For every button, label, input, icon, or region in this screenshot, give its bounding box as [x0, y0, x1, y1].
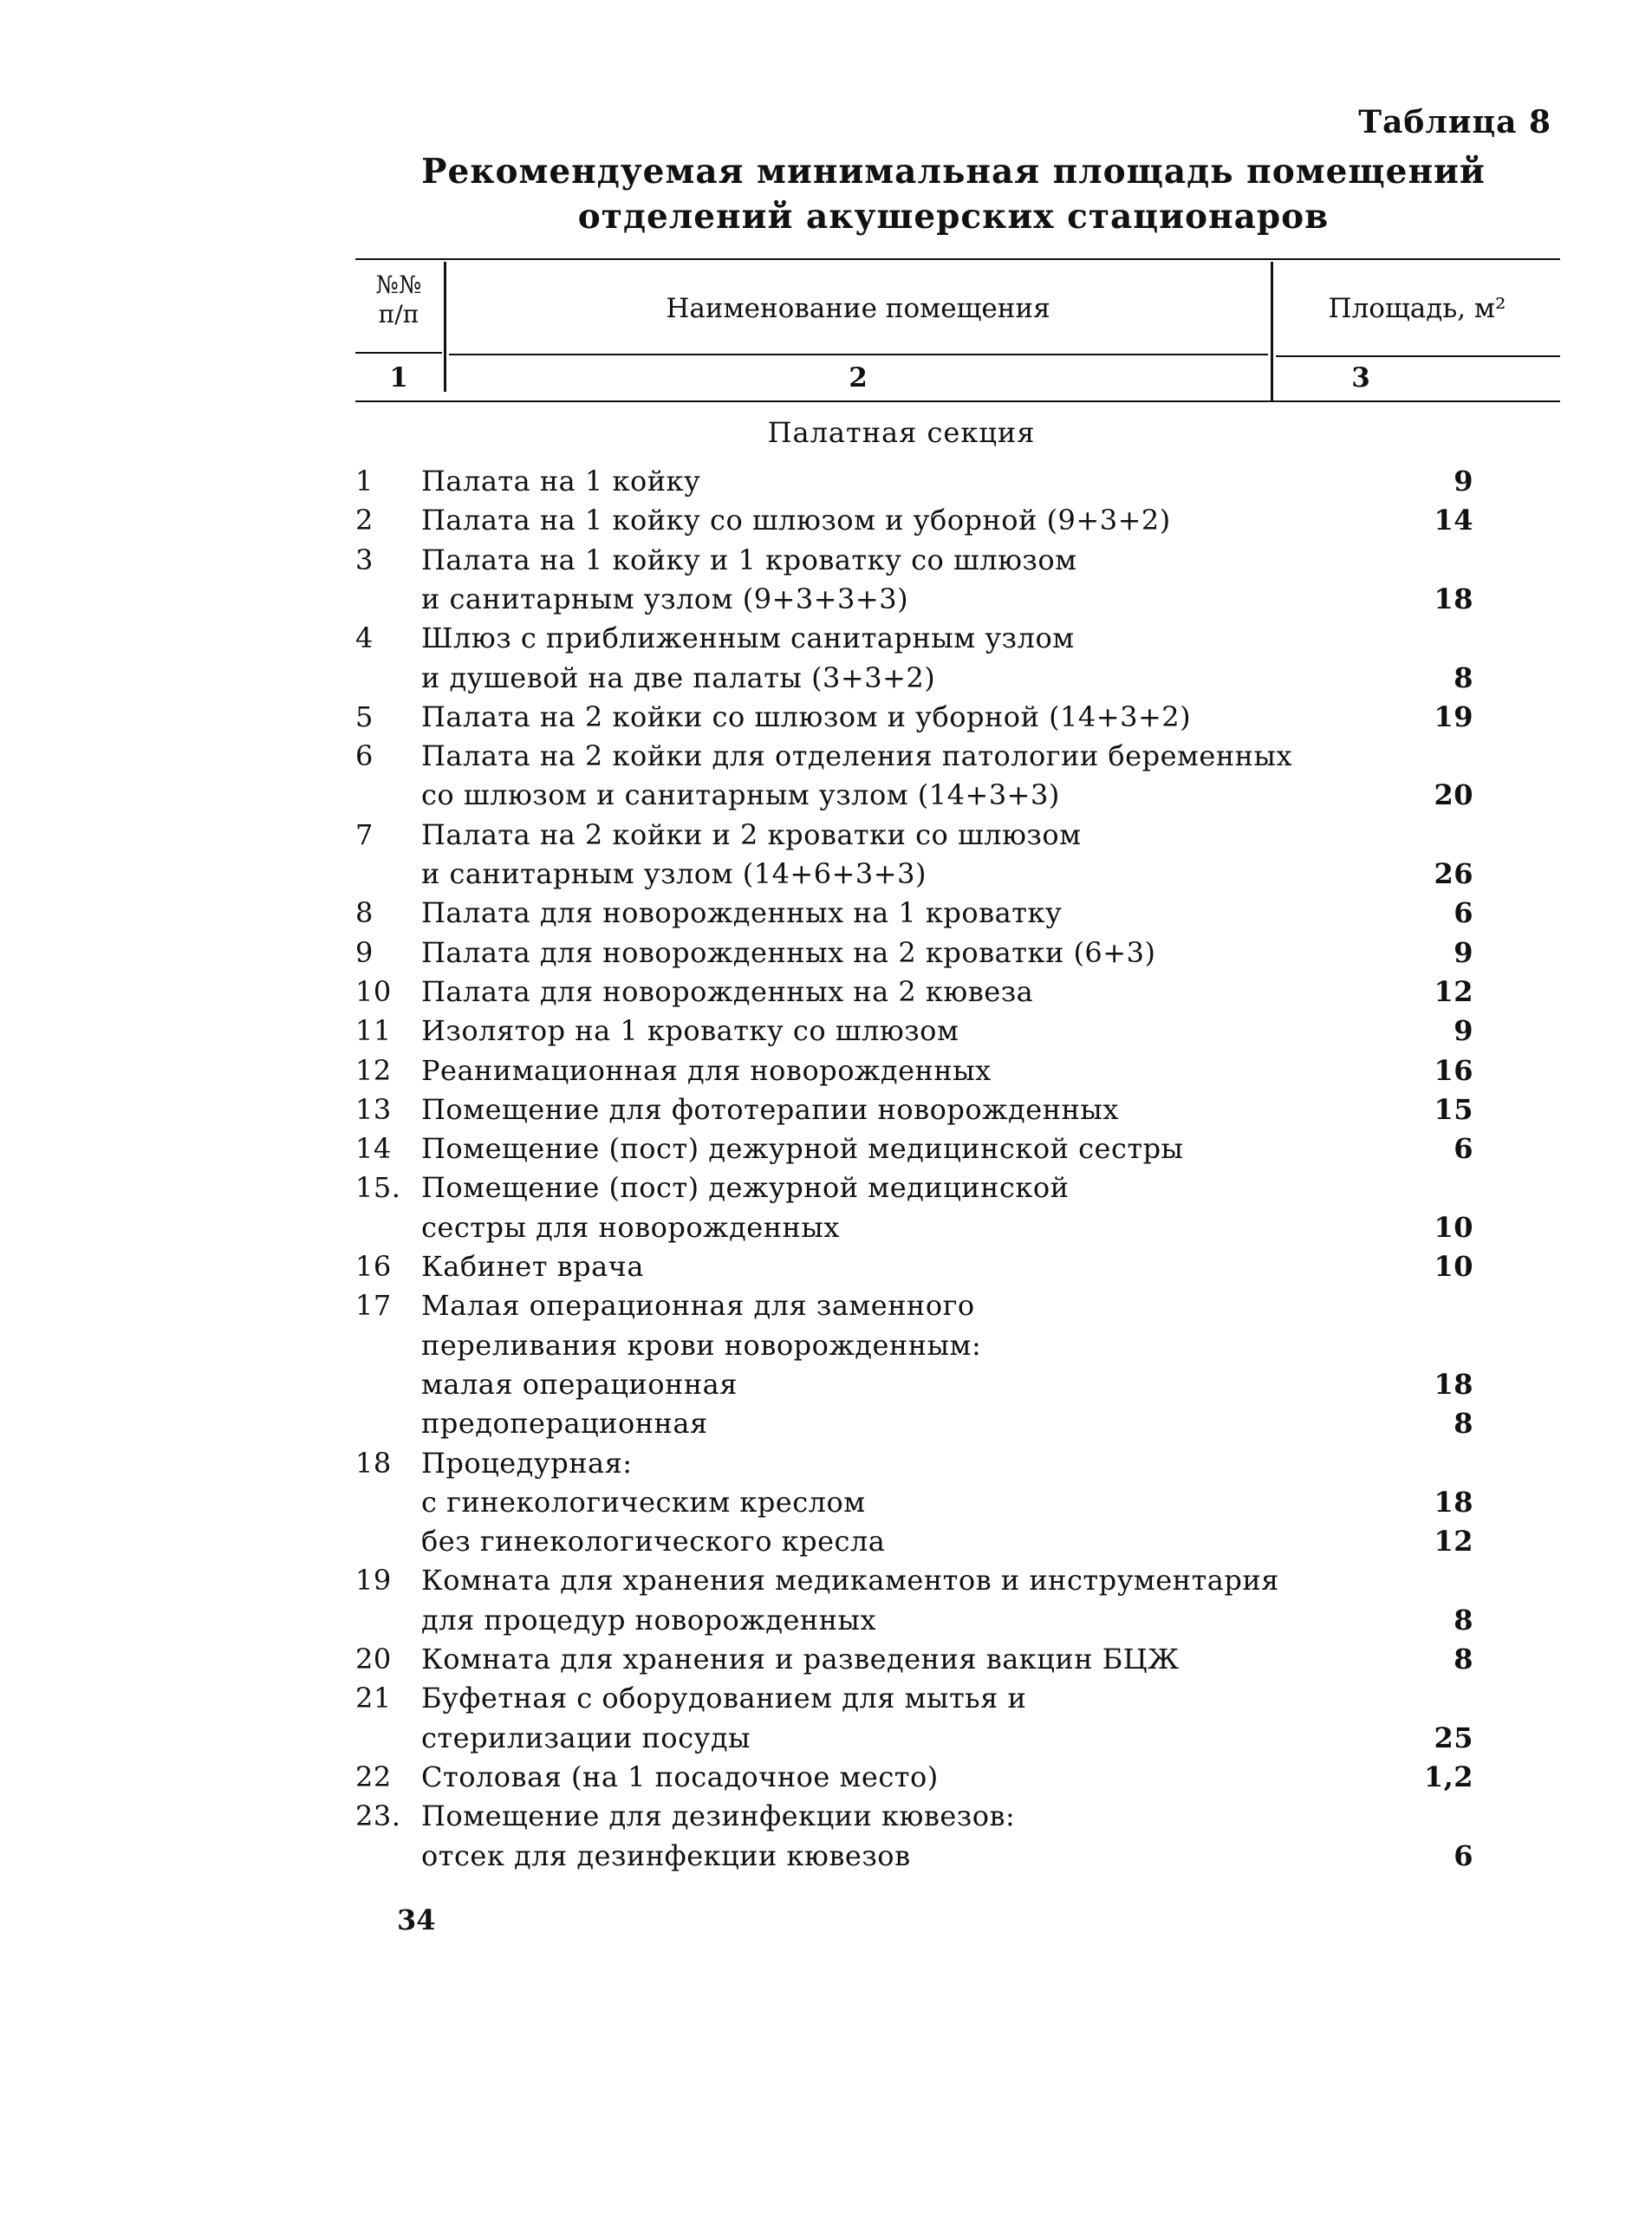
row-number: 2: [355, 504, 374, 537]
table-row: [355, 1325, 1560, 1365]
table-row: [355, 579, 1560, 619]
title-line-1: Рекомендуемая минимальная площадь помещений: [421, 152, 1486, 192]
row-room-name: Комната для хранения медикаментов и инструментария: [421, 1564, 1279, 1598]
table-row: [355, 1246, 1560, 1286]
row-number: 12: [355, 1053, 392, 1087]
row-room-name: и душевой на две палаты (3+3+2): [421, 660, 936, 694]
row-area: 20: [1434, 778, 1473, 812]
row-room-name: Палата для новорожденных на 2 кроватки (6+3): [421, 935, 1156, 969]
row-number: 21: [355, 1682, 392, 1715]
row-area: 18: [1434, 582, 1473, 615]
row-number: 13: [355, 1092, 392, 1126]
row-area: 10: [1434, 1250, 1473, 1283]
row-room-name: Палата на 1 койку и 1 кроватку со шлюзом: [421, 543, 1077, 576]
row-area: 6: [1454, 896, 1473, 930]
header-num-3: 3: [1351, 362, 1370, 394]
table-row: [355, 1757, 1560, 1797]
table-row: [355, 618, 1560, 658]
row-room-name: отсек для дезинфекции кювезов: [421, 1838, 911, 1872]
header-mid-rule-1: [355, 352, 442, 354]
table-row: [355, 1796, 1560, 1836]
row-number: 19: [355, 1564, 392, 1598]
row-number: 14: [355, 1132, 392, 1166]
row-room-name: Палата на 1 койку: [421, 465, 701, 498]
row-number: 9: [355, 935, 374, 969]
header-bottom-rule: [355, 400, 1560, 402]
row-room-name: со шлюзом и санитарным узлом (14+3+3): [421, 778, 1060, 812]
row-room-name: для процедур новорожденных: [421, 1603, 877, 1637]
table-row: [355, 1051, 1560, 1090]
header-col-number-line2: п/п: [378, 300, 420, 329]
row-area: 12: [1434, 974, 1473, 1008]
row-number: 18: [355, 1446, 392, 1480]
header-num-2: 2: [849, 362, 868, 394]
header-mid-rule-2: [449, 354, 1268, 355]
row-area: 15: [1434, 1092, 1473, 1126]
row-area: 6: [1454, 1132, 1473, 1166]
row-number: 4: [355, 621, 374, 655]
table-row: [355, 461, 1560, 501]
page-number: 34: [397, 1903, 436, 1936]
row-area: 9: [1454, 465, 1473, 498]
row-number: 1: [355, 465, 374, 498]
table-row: [355, 893, 1560, 933]
row-room-name: с гинекологическим креслом: [421, 1485, 866, 1519]
table-row: [355, 1364, 1560, 1404]
row-area: 18: [1434, 1367, 1473, 1401]
row-room-name: стерилизации посуды: [421, 1721, 751, 1754]
table-label: Таблица 8: [1358, 104, 1551, 140]
row-area: 25: [1434, 1721, 1473, 1754]
row-room-name: Палата на 2 койки со шлюзом и уборной (14+3+2): [421, 700, 1192, 733]
row-room-name: Малая операционная для заменного: [421, 1289, 975, 1323]
row-area: 6: [1454, 1838, 1473, 1872]
row-room-name: Палата для новорожденных на 2 кювеза: [421, 974, 1034, 1008]
row-number: 6: [355, 739, 374, 773]
row-room-name: Буфетная с оборудованием для мытья и: [421, 1682, 1027, 1715]
row-number: 22: [355, 1760, 392, 1793]
table-row: [355, 1560, 1560, 1600]
row-area: 9: [1454, 935, 1473, 969]
header-top-rule: [355, 258, 1560, 260]
table-row: [355, 1718, 1560, 1758]
row-room-name: Помещение для фототерапии новорожденных: [421, 1092, 1119, 1126]
row-area: 12: [1434, 1525, 1473, 1559]
header-mid-rule-3: [1276, 355, 1560, 357]
row-room-name: малая операционная: [421, 1367, 738, 1401]
header-num-1: 1: [389, 362, 408, 394]
table-row: [355, 972, 1560, 1012]
row-area: 8: [1454, 660, 1473, 694]
table-header: [355, 258, 1560, 406]
row-area: 8: [1454, 1603, 1473, 1637]
row-room-name: Кабинет врача: [421, 1250, 644, 1283]
table-row: [355, 1600, 1560, 1640]
row-area: 18: [1434, 1485, 1473, 1519]
row-room-name: переливания крови новорожденным:: [421, 1328, 982, 1362]
header-col-number: [355, 270, 442, 329]
row-number: 5: [355, 700, 374, 733]
table-row: [355, 1403, 1560, 1443]
table-row: [355, 658, 1560, 698]
row-number: 10: [355, 974, 392, 1008]
row-room-name: Реанимационная для новорожденных: [421, 1053, 992, 1087]
row-room-name: Помещение (пост) дежурной медицинской: [421, 1171, 1070, 1205]
table-row: [355, 540, 1560, 580]
row-area: 10: [1434, 1210, 1473, 1244]
row-number: 20: [355, 1643, 392, 1676]
row-number: 15.: [355, 1171, 401, 1205]
table-row: [355, 1836, 1560, 1876]
table-title: [364, 149, 1543, 239]
table-row: [355, 736, 1560, 776]
row-room-name: и санитарным узлом (9+3+3+3): [421, 582, 909, 615]
row-room-name: Помещение (пост) дежурной медицинской сестры: [421, 1132, 1184, 1166]
row-room-name: Помещение для дезинфекции кювезов:: [421, 1799, 1016, 1833]
row-number: 23.: [355, 1799, 401, 1833]
row-number: 16: [355, 1250, 392, 1283]
table-row: [355, 1207, 1560, 1247]
title-line-2: отделений акушерских стационаров: [577, 197, 1330, 237]
section-title: Палатная секция: [767, 416, 1036, 449]
header-col-name: Наименование помещения: [666, 293, 1050, 324]
table-row: [355, 500, 1560, 540]
header-divider-2: [1271, 262, 1273, 400]
row-area: 8: [1454, 1407, 1473, 1441]
row-number: 7: [355, 817, 374, 851]
row-room-name: Палата на 1 койку со шлюзом и уборной (9+3+2): [421, 504, 1171, 537]
table-row: [355, 1482, 1560, 1522]
row-room-name: Изолятор на 1 кроватку со шлюзом: [421, 1014, 959, 1048]
row-room-name: Процедурная:: [421, 1446, 633, 1480]
header-col-number-line1: №№: [375, 270, 422, 299]
row-room-name: Палата на 2 койки для отделения патологии беременных: [421, 739, 1293, 773]
row-room-name: без гинекологического кресла: [421, 1525, 886, 1559]
row-room-name: сестры для новорожденных: [421, 1210, 840, 1244]
table-row: [355, 1443, 1560, 1483]
row-area: 14: [1434, 504, 1473, 537]
table-row: [355, 1678, 1560, 1718]
row-area: 19: [1434, 700, 1473, 733]
row-number: 17: [355, 1289, 392, 1323]
row-room-name: Комната для хранения и разведения вакцин БЦЖ: [421, 1643, 1180, 1676]
row-number: 8: [355, 896, 374, 930]
table-row: [355, 815, 1560, 855]
row-area: 1,2: [1423, 1760, 1473, 1793]
row-room-name: Столовая (на 1 посадочное место): [421, 1760, 939, 1793]
table-row: [355, 1090, 1560, 1129]
row-room-name: Палата на 2 койки и 2 кроватки со шлюзом: [421, 817, 1082, 851]
row-area: 8: [1454, 1643, 1473, 1676]
table-row: [355, 1285, 1560, 1325]
row-room-name: Шлюз с приближенным санитарным узлом: [421, 621, 1075, 655]
table-row: [355, 1521, 1560, 1561]
table-row: [355, 1129, 1560, 1168]
table-row: [355, 854, 1560, 894]
table-row: [355, 1011, 1560, 1051]
row-area: 26: [1434, 857, 1473, 890]
row-number: 11: [355, 1014, 392, 1048]
row-area: 16: [1434, 1053, 1473, 1087]
table-row: [355, 775, 1560, 815]
table-row: [355, 697, 1560, 737]
row-number: 3: [355, 543, 374, 576]
header-col-area: Площадь, м²: [1328, 293, 1506, 324]
table-row: [355, 933, 1560, 973]
row-room-name: и санитарным узлом (14+6+3+3): [421, 857, 927, 890]
row-area: 9: [1454, 1014, 1473, 1048]
table-row: [355, 1639, 1560, 1679]
row-room-name: Палата для новорожденных на 1 кроватку: [421, 896, 1063, 930]
table-row: [355, 1168, 1560, 1207]
row-room-name: предоперационная: [421, 1407, 708, 1441]
